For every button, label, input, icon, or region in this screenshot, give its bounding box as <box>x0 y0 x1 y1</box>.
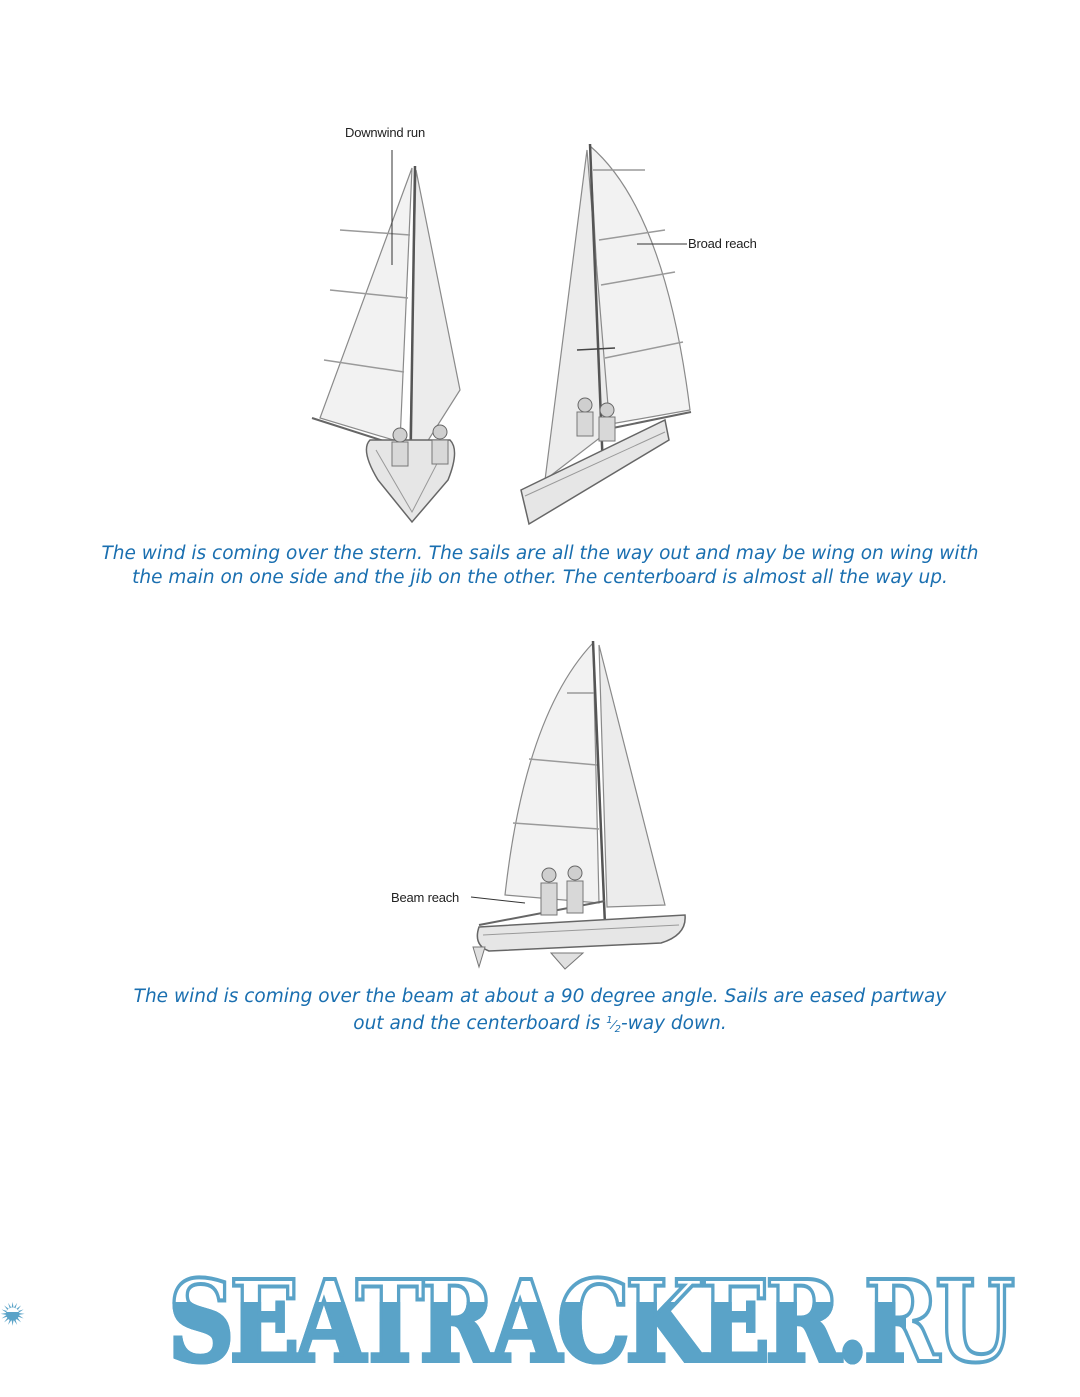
half-fraction: $^1⁄_2$ <box>606 1015 621 1035</box>
fraction-denominator: 2 <box>614 1024 621 1035</box>
broad-reach-illustration <box>515 140 700 530</box>
sun-logo-icon <box>0 1230 170 1397</box>
fraction-numerator: 1 <box>606 1015 613 1026</box>
downwind-run-illustration <box>300 150 480 530</box>
beam-reach-illustration <box>465 635 695 975</box>
caption-beam-text: The wind is coming over the beam at about a 90 degree angle. Sails are eased partway out and the centerboard is <box>133 986 947 1034</box>
caption-downwind-broad: The wind is coming over the stern. The sails are all the way out and may be wing on wing with the main on one side and the jib on the other. The centerboard is almost all the way up. <box>101 543 979 588</box>
caption-beam-reach <box>130 985 950 1042</box>
caption-beam-text-end: -way down. <box>620 1013 727 1034</box>
watermark-text: SEATRACKER.RU <box>168 1257 1011 1388</box>
downwind-run-label: Downwind run <box>345 125 425 140</box>
beam-reach-label: Beam reach <box>391 890 460 905</box>
broad-reach-label: Broad reach <box>688 236 757 251</box>
